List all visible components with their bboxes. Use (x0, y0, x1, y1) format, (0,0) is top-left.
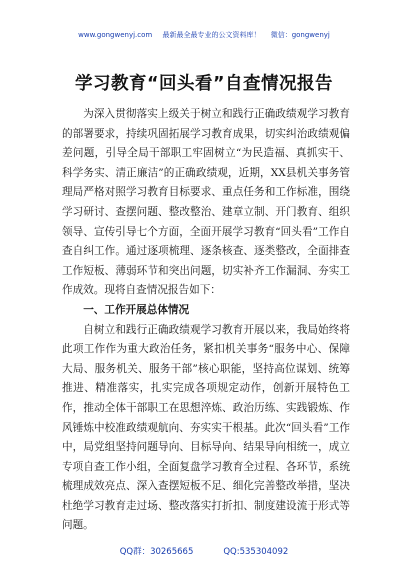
site-slogan: 最新最全最专业的公文资料库！ (162, 31, 261, 39)
site-header (0, 30, 408, 40)
section-heading-1: 一、工作开展总体情况 (83, 303, 190, 316)
qq-group-number: QQ群：30265665 (119, 547, 194, 557)
site-footer (0, 545, 408, 557)
document-body (62, 105, 350, 536)
site-url-link[interactable]: www.gongwenyj.com (78, 31, 153, 39)
wechat-id: 微信：gongwenyj (270, 31, 330, 39)
intro-paragraph: 为深入贯彻落实上级关于树立和践行正确政绩观学习教育的部署要求，持续巩固拓展学习教育成果，切实纠治政绩观偏差问题，引导全局干部职工牢固树立“为民造福、真抓实干、科学务实、清正廉洁”的正确政绩观，近期，XX县机关事务管理局严格对照学习教育目标要求、重点任务和工作标准，围绕学习研讨、查摆问题、整改整治、建章立制、开门教育、组织领导、宣传引导七个方面，全面开展学习教育“回头看”工作自查自纠工作。通过逐项梳理、逐条核查、逐类整改，全面排查工作短板、薄弱环节和突出问题，切实补齐工作漏洞、夯实工作成效。现将自查情况报告如下： (62, 108, 350, 297)
qq-contact-number: QQ:535304092 (223, 547, 289, 557)
document-title: 学习教育“回头看”自查情况报告 (74, 74, 333, 94)
section-paragraph-1: 自树立和践行正确政绩观学习教育开展以来，我局始终将此项工作作为重大政治任务，紧扣机关事务“服务中心、保障大局、服务机关、服务干部”核心职能，坚持高位谋划、统筹推进、精准落实，扎实完成各项规定动作，创新开展特色工作，推动全体干部职工在思想淬炼、政治历练、实践锻炼、作风锤炼中校准政绩观航向、夯实实干根基。此次“回头看”工作中，局党组坚持问题导向、目标导向、结果导向相统一，成立专项自查工作小组，全面复盘学习教育全过程、各环节，系统梳理成效亮点、深入查摆短板不足、细化完善整改举措，坚决杜绝学习教育走过场、整改落实打折扣、制度建设流于形式等问题。 (62, 323, 350, 532)
